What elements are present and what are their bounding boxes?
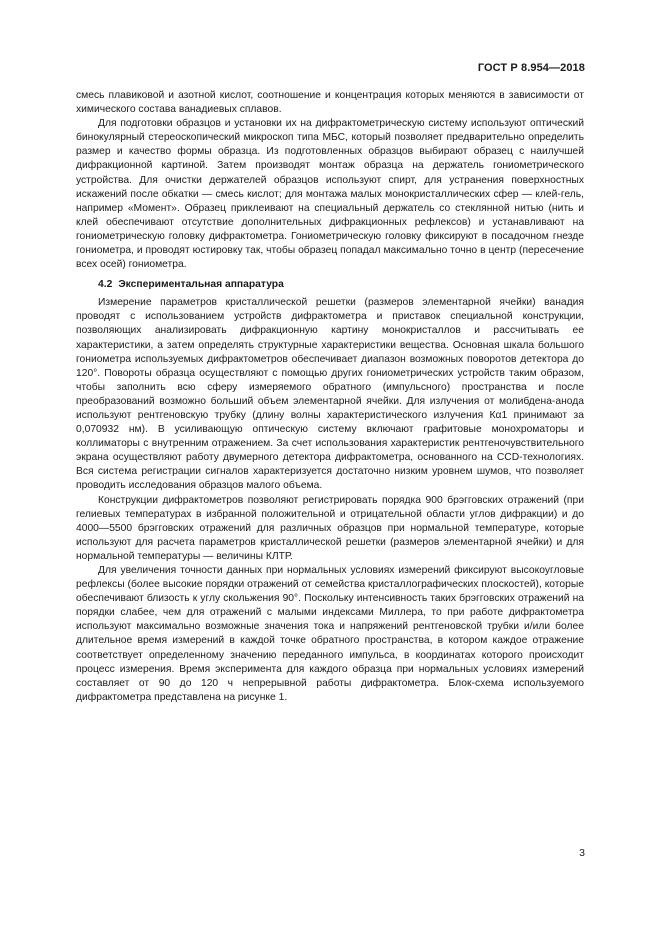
paragraph-accuracy-improvement: Для увеличения точности данных при нормальных условиях измерений фиксируют высокоугловые рефлексы (более высокие порядки отражений от семейства кристаллографических плоскостей), которые обеспечивают близость к углу скольжения 90°. Поскольку интенсивность таких брэгговских отражений на порядки слабее, чем для отражений с малыми индексами Миллера, то при работе дифрактометра используют максимально возможные значения тока и напряжений рентгеновской трубки и/или более длительное время измерений в каждой точке обратного пространства, в котором каждое отражение соответствует определенному значению переданного импульса, в координатах которого происходит процесс измерения. Время эксперимента для каждого образца при нормальных условиях измерений составляет от 90 до 120 ч непрерывной работы дифрактометра. Блок-схема используемого дифрактометра представлена на рисунке 1. bbox=[76, 565, 584, 703]
paragraph-sample-preparation: Для подготовки образцов и установки их на дифрактометрическую систему используют оптический бинокулярный стереоскопический микроскоп типа МБС, который позволяет предварительно определить размер и качество формы образца. Из подготовленных образцов выбирают образец с наилучшей дифракционной картиной. Затем производят монтаж образца на держатель гониометрического устройства. Для очистки держателей образцов используют спирт, для устранения поверхностных искажений после обкатки — смесь кислот; для монтажа малых монокристаллических сфер — клей-гель, например «Момент». Образец приклеивают на специальный держатель со стеклянной нитью (нить и клей обеспечивают отсутствие дополнительных дифракционных рефлексов) и устанавливают на гониометрическую головку дифрактометра. Гониометрическую головку фиксируют в посадочном гнезде гониометра, и проводят юстировку так, чтобы образец попадал максимально точно в центр (пересечение всех осей) гониометра. bbox=[76, 118, 584, 271]
paragraph-lattice-measurement: Измерение параметров кристаллической решетки (размеров элементарной ячейки) ванадия проводят с использованием устройств дифрактометра и приставок специальной конструкции, позволяющих анализировать дифракционную картину монокристаллов и рассчитывать ее характеристики, а затем определять структурные характеристики вещества. Основная шкала большого гониометра используемых дифрактометров обеспечивает диапазон возможных поворотов детектора до 120°. Повороты образца осуществляют с помощью других гониометрических устройств таким образом, чтобы заполнить всю сферу измеряемого обратного (импульсного) пространства и после преобразований возможно больший объем элементарной ячейки. Для излучения от молибдена-анода используют рентгеновскую трубку (длину волны характеристического излучения Кα1 принимают за 0,070932 нм). В усиливающую оптическую систему включают графитовые монохроматоры и коллиматоры с внутренним отражением. За счет использования характеристик рентгеночувствительного экрана осуществляют работу двумерного детектора дифрактометра, основанного на CCD-технологиях. Вся система регистрации сигналов характеризуется достаточно низким уровнем шумов, что позволяет проводить исследования образцов малого объема. bbox=[76, 297, 584, 492]
paragraph-continuation: смесь плавиковой и азотной кислот, соотношение и концентрация которых меняются в зависимости от химического состава ванадиевых сплавов. bbox=[76, 90, 584, 116]
page-number: 3 bbox=[579, 847, 585, 859]
paragraph-diffractometer-design: Конструкции дифрактометров позволяют регистрировать порядка 900 брэгговских отражений (при гелиевых температурах в избранной положительной и отрицательной области углов дифракции) и до 4000—5500 брэгговских отражений для различных образцов при нормальной температуре, которые используют для расчета параметров кристаллической решетки (размеров элементарной ячейки) и для нормальной температуры — величины КЛТР. bbox=[76, 494, 584, 562]
section-title: Экспериментальная аппаратура bbox=[118, 279, 284, 291]
standard-code-header: ГОСТ Р 8.954—2018 bbox=[477, 62, 585, 74]
section-number: 4.2 bbox=[98, 279, 113, 291]
document-body bbox=[76, 89, 584, 705]
section-heading-4-2 bbox=[76, 278, 584, 292]
